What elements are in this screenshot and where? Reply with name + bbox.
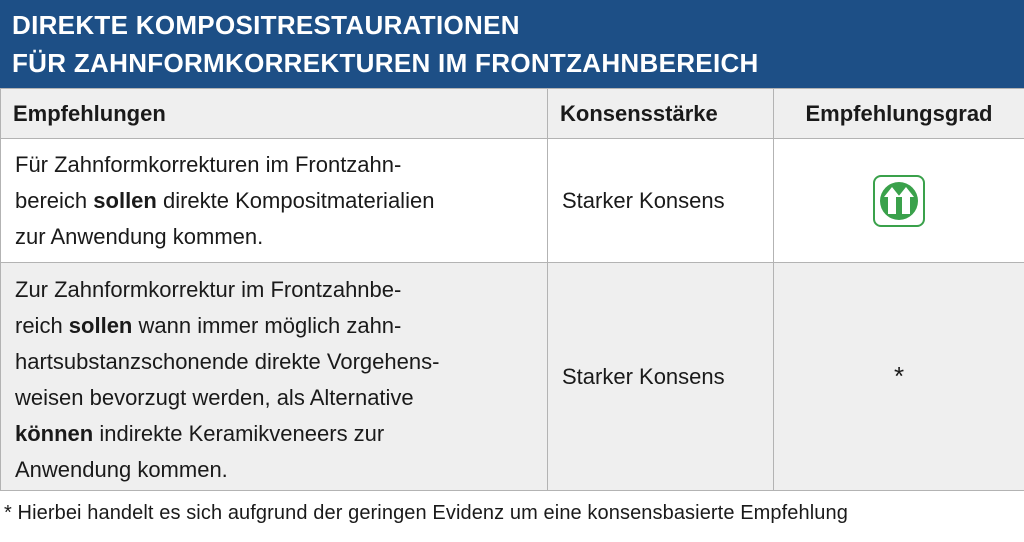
column-header-grade: Empfehlungsgrad	[774, 89, 1024, 139]
recommendation-line: Anwendung kommen.	[15, 456, 228, 482]
recommendation-line: hartsubstanzschonende direkte Vorgehens-	[15, 348, 440, 374]
table-row	[1, 263, 1024, 491]
modal-verb-strong: sollen	[68, 312, 133, 338]
table-row	[1, 139, 1024, 263]
footnote: * Hierbei handelt es sich aufgrund der geringen Evidenz um eine konsensbasierte Empfehlung	[4, 502, 848, 524]
recommendation-line: Für Zahnformkorrekturen im Frontzahn-	[15, 151, 402, 177]
consensus-cell: Starker Konsens	[548, 263, 774, 491]
table-column-headers	[1, 89, 1024, 139]
grade-cell	[774, 263, 1024, 491]
recommendation-line: Zur Zahnformkorrektur im Frontzahnbe-	[15, 276, 402, 302]
text-segment: indirekte Keramikveneers zur	[93, 420, 385, 446]
double-up-arrow-icon	[873, 175, 925, 227]
title-line-1: DIREKTE KOMPOSITRESTAURATIONEN	[12, 10, 520, 40]
recommendation-table	[0, 88, 1024, 491]
recommendation-line	[15, 183, 533, 219]
text-segment: bereich	[15, 187, 94, 213]
recommendation-line	[15, 308, 533, 344]
column-header-recommendations: Empfehlungen	[1, 89, 548, 139]
text-segment: wann immer möglich zahn-	[132, 312, 402, 338]
title-line-2: FÜR ZAHNFORMKORREKTUREN IM FRONTZAHNBEREICH	[12, 48, 759, 78]
grade-cell	[774, 139, 1024, 263]
modal-verb-strong: sollen	[93, 187, 157, 213]
text-segment: direkte Kompositmaterialien	[156, 187, 435, 213]
column-header-consensus: Konsensstärke	[548, 89, 774, 139]
grade-asterisk: *	[893, 361, 905, 391]
recommendation-cell	[1, 263, 548, 491]
recommendation-line	[15, 416, 533, 452]
modal-verb-strong: können	[15, 420, 94, 446]
consensus-cell: Starker Konsens	[548, 139, 774, 263]
recommendation-cell	[1, 139, 548, 263]
table-header-banner	[0, 0, 1024, 88]
recommendation-line: weisen bevorzugt werden, als Alternative	[15, 384, 414, 410]
text-segment: reich	[15, 312, 69, 338]
recommendation-line: zur Anwendung kommen.	[15, 223, 264, 249]
